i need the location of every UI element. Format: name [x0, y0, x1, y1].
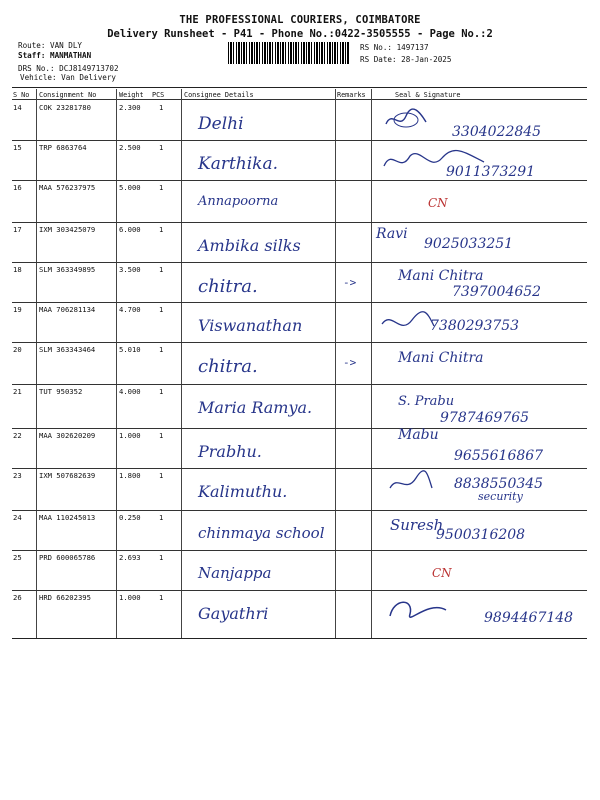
- row-weight: 5.010: [119, 345, 141, 354]
- signature-scribble: [378, 310, 438, 340]
- row-consignee-handwritten: Prabhu.: [198, 442, 262, 461]
- row-pcs: 1: [159, 345, 164, 354]
- row-consignee-handwritten: chitra.: [198, 276, 258, 297]
- row-pcs: 1: [159, 225, 164, 234]
- signature-r23: security: [478, 490, 523, 503]
- row-remark: ->: [343, 276, 357, 289]
- row-weight: 1.000: [119, 431, 141, 440]
- row-consignment-no: MAA 110245013: [39, 513, 96, 522]
- signature-scribble: [380, 148, 490, 178]
- row-phone-handwritten: 9787469765: [440, 410, 530, 426]
- col-header-consignment: Consignment No: [39, 91, 97, 99]
- table-bottom-border: [12, 638, 587, 639]
- signature-r17: Ravi: [376, 226, 408, 242]
- row-divider: [12, 468, 587, 469]
- cn-mark-r16: CN: [428, 196, 448, 210]
- table-top-border: [12, 87, 587, 88]
- row-phone-handwritten: 9655616867: [454, 448, 544, 464]
- row-sno: 15: [13, 143, 22, 152]
- row-consignment-no: MAA 576237975: [39, 183, 96, 192]
- row-sno: 20: [13, 345, 22, 354]
- col-divider: [36, 89, 37, 638]
- row-divider: [12, 384, 587, 385]
- row-consignee-handwritten: Nanjappa: [198, 564, 272, 582]
- row-consignment-no: SLM 363349895: [39, 265, 96, 274]
- row-sno: 21: [13, 387, 22, 396]
- barcode: [228, 42, 350, 64]
- row-phone-handwritten: 7397004652: [452, 284, 542, 300]
- row-consignee-handwritten: chinmaya school: [198, 524, 325, 542]
- row-pcs: 1: [159, 265, 164, 274]
- row-pcs: 1: [159, 183, 164, 192]
- drs-number: DRS No.: DCJ8149713702: [18, 64, 119, 73]
- signature-r21: S. Prabu: [398, 394, 455, 409]
- row-consignment-no: IXM 303425079: [39, 225, 96, 234]
- row-consignment-no: MAA 302620209: [39, 431, 96, 440]
- row-weight: 3.500: [119, 265, 141, 274]
- signature-r24: Suresh: [390, 516, 444, 534]
- row-consignment-no: PRD 600065786: [39, 553, 96, 562]
- row-pcs: 1: [159, 593, 164, 602]
- staff-label: Staff: MANMATHAN: [18, 51, 92, 60]
- row-pcs: 1: [159, 387, 164, 396]
- row-weight: 2.500: [119, 143, 141, 152]
- row-consignment-no: TRP 6863764: [39, 143, 87, 152]
- row-consignee-handwritten: Annapoorna: [198, 194, 279, 209]
- row-pcs: 1: [159, 431, 164, 440]
- row-sno: 14: [13, 103, 22, 112]
- row-consignee-handwritten: Viswanathan: [198, 316, 303, 335]
- row-pcs: 1: [159, 553, 164, 562]
- vehicle-label: Vehicle: Van Delivery: [20, 73, 117, 82]
- row-weight: 4.000: [119, 387, 141, 396]
- col-header-remarks: Remarks: [337, 91, 366, 99]
- row-consignee-handwritten: Gayathri: [198, 604, 269, 623]
- row-divider: [12, 590, 587, 591]
- row-sno: 19: [13, 305, 22, 314]
- row-consignee-handwritten: Maria Ramya.: [198, 398, 313, 417]
- row-pcs: 1: [159, 143, 164, 152]
- signature-scribble: [386, 470, 436, 500]
- col-divider: [335, 89, 336, 638]
- row-weight: 2.693: [119, 553, 141, 562]
- row-consignment-no: TUT 950352: [39, 387, 83, 396]
- row-weight: 1.800: [119, 471, 141, 480]
- row-divider: [12, 302, 587, 303]
- row-pcs: 1: [159, 103, 164, 112]
- col-header-consignee: Consignee Details: [184, 91, 254, 99]
- row-consignee-handwritten: Kalimuthu.: [198, 482, 288, 501]
- col-header-sno: S No: [13, 91, 30, 99]
- row-phone-handwritten: 9025033251: [424, 236, 514, 252]
- row-weight: 2.300: [119, 103, 141, 112]
- row-pcs: 1: [159, 305, 164, 314]
- col-divider: [181, 89, 182, 638]
- signature-scribble: [382, 108, 432, 136]
- row-sno: 17: [13, 225, 22, 234]
- row-sno: 18: [13, 265, 22, 274]
- row-consignee-handwritten: Delhi: [198, 114, 244, 134]
- col-divider: [371, 89, 372, 638]
- row-sno: 26: [13, 593, 22, 602]
- row-divider: [12, 428, 587, 429]
- row-pcs: 1: [159, 513, 164, 522]
- signature-r22: Mabu: [398, 427, 439, 443]
- signature-r18: Mani Chitra: [398, 268, 484, 284]
- row-sno: 24: [13, 513, 22, 522]
- row-weight: 6.000: [119, 225, 141, 234]
- rs-date: RS Date: 28-Jan-2025: [360, 55, 452, 64]
- col-header-pcs: PCS: [152, 91, 165, 99]
- row-sno: 23: [13, 471, 22, 480]
- signature-scribble: [384, 596, 454, 630]
- row-divider: [12, 222, 587, 223]
- row-consignment-no: SLM 363343464: [39, 345, 96, 354]
- row-consignee-handwritten: Karthika.: [198, 154, 279, 174]
- row-divider: [12, 180, 587, 181]
- runsheet-subtitle: Delivery Runsheet - P41 - Phone No.:0422-3505555 - Page No.:2: [107, 28, 493, 40]
- route-label: Route: VAN DLY: [18, 41, 83, 50]
- row-consignment-no: IXM 507682639: [39, 471, 96, 480]
- row-divider: [12, 140, 587, 141]
- row-phone-handwritten: 9894467148: [484, 610, 574, 626]
- row-consignment-no: MAA 706281134: [39, 305, 96, 314]
- cn-mark-r25: CN: [432, 566, 452, 580]
- row-consignment-no: HRD 66202395: [39, 593, 91, 602]
- row-consignee-handwritten: Ambika silks: [198, 236, 301, 255]
- signature-r20: Mani Chitra: [398, 350, 484, 366]
- row-sno: 22: [13, 431, 22, 440]
- row-consignment-no: COK 23281780: [39, 103, 91, 112]
- row-divider: [12, 510, 587, 511]
- row-sno: 25: [13, 553, 22, 562]
- rs-number: RS No.: 1497137: [360, 43, 429, 52]
- col-header-seal: Seal & Signature: [395, 91, 461, 99]
- row-weight: 1.000: [119, 593, 141, 602]
- row-weight: 4.700: [119, 305, 141, 314]
- header-bottom-border: [12, 99, 587, 100]
- row-divider: [12, 550, 587, 551]
- col-header-weight: Weight: [119, 91, 144, 99]
- row-pcs: 1: [159, 471, 164, 480]
- col-divider: [116, 89, 117, 638]
- row-divider: [12, 342, 587, 343]
- row-divider: [12, 262, 587, 263]
- row-phone-handwritten: 7380293753: [430, 318, 520, 334]
- row-phone-handwritten: 9500316208: [436, 527, 526, 543]
- row-remark: ->: [343, 356, 357, 369]
- row-sno: 16: [13, 183, 22, 192]
- row-weight: 5.000: [119, 183, 141, 192]
- row-phone-handwritten: 8838550345: [454, 476, 544, 492]
- row-weight: 0.250: [119, 513, 141, 522]
- runsheet-company-title: THE PROFESSIONAL COURIERS, COIMBATORE: [179, 14, 421, 26]
- row-consignee-handwritten: chitra.: [198, 356, 258, 377]
- row-phone-handwritten: 3304022845: [452, 124, 542, 140]
- row-phone-handwritten: 9011373291: [446, 164, 536, 180]
